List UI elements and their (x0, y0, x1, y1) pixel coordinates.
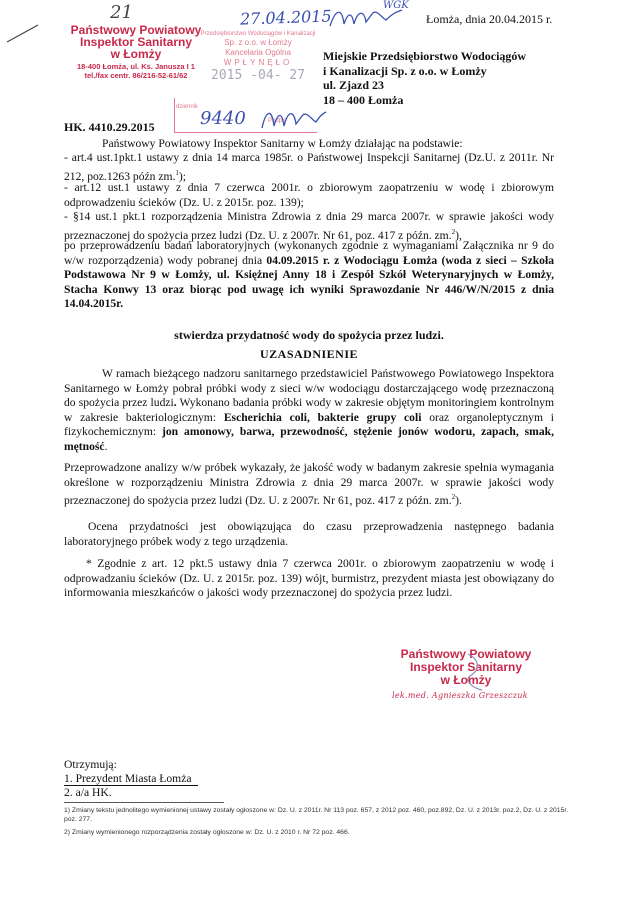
legal-basis-1-text: - art.4 ust.1pkt.1 ustawy z dnia 14 marca 1985r. o Państwowej Inspekcji Sanitarnej (Dz.U. z 2011r. Nr 212, poz.1263 późn zm. (64, 151, 554, 183)
signature-stamp-line2: Inspektor Sanitarny (409, 660, 523, 674)
corner-scribble (4, 22, 44, 51)
justification-4-text: * Zgodnie z art. 12 pkt.5 ustawy dnia 7 czerwca 2001r. o zbiorowym zaopatrzeniu w wodę i odprowadzaniu ścieków (Dz. U. z 2015r. poz. 139) wójt, burmistrz, prezydent miasta jest obowiązany do informowania mieszkańców o jakości wody przeznaczonej do spożycia przez ludzi. (64, 557, 554, 600)
justification-1-bacteria: Escherichia coli, bakterie grupy coli (223, 410, 422, 424)
recipient-line2: i Kanalizacji Sp. z o.o. w Łomży (323, 63, 487, 78)
legal-basis-2-text: - art.12 ust.1 ustawy z dnia 7 czerwca 2001r. o zbiorowym zaopatrzeniu w wodę i zbiorowym odprowadzeniu ścieków (Dz. U. z 2015r. poz. 139); (64, 181, 554, 209)
footnote-ref-1: 1 (175, 168, 179, 177)
justification-1-text-b: Wykonano badania próbki wody w zakresie objętym monitoringiem kontrolnym w zakresie bakteriologicznym: (64, 396, 554, 424)
recipient-line1: Miejskie Przedsiębiorstwo Wodociągów (323, 49, 527, 63)
recipient-item-2: 2. a/a HK. (64, 786, 112, 799)
justification-heading: UZASADNIENIE (259, 347, 359, 361)
justification-1-text-d: oraz organoleptycznym i fizykochemicznym: (64, 410, 554, 439)
justification-paragraph-2 (64, 461, 554, 509)
received-stamp-line6: Podpis (268, 118, 287, 124)
received-stamp-line2: Sp. z o.o. w Łomży (224, 38, 292, 47)
justification-2-text: Przeprowadzone analizy w/w próbek wykazały, że jakość wody w badanym zakresie spełnia wymagania określone w rozporządzeniu Ministra Zdrowia z dnia 29 marca 2007r. w sprawie jakości wody przeznaczonej do spożycia przez ludzi (Dz. U. z 2007r. Nr 61, poz. 417 z późn. zm. (64, 461, 554, 508)
received-stamp-line5: dziennik (176, 104, 199, 110)
received-stamp-line1: Przedsiębiorstwo Wodociągów i Kanalizacji (200, 31, 316, 37)
legal-basis-2 (64, 181, 554, 210)
intro-paragraph (64, 137, 554, 152)
footnote-2: 2) Zmiany wymienionego rozporządzenia zostały ogłoszone w: Dz. U. z 2010 r. Nr 72 poz. 466. (64, 829, 350, 836)
justification-paragraph-3 (64, 520, 554, 549)
received-stamp-line3: Kancelaria Ogólna (225, 48, 291, 57)
sender-stamp-line2: Inspektor Sanitarny (79, 35, 193, 49)
sender-stamp-line5: tel./fax centr. 86/216-52-61/62 (84, 71, 188, 80)
signatory-name: lek.med. Agnieszka Grzeszczuk (392, 691, 528, 700)
justification-2-end: ). (455, 494, 462, 508)
justification-paragraph-1 (64, 367, 554, 455)
intro-text: Państwowy Powiatowy Inspektor Sanitarny w Łomży działając na podstawie: (102, 137, 463, 150)
received-stamp-date: 2015 -04- 27 (211, 68, 305, 83)
justification-1-text-a: W ramach bieżącego nadzoru sanitarnego przedstawiciel Państwowego Powiatowego Inspektora Sanitarnego w Łomży pobrał próbki wody z sieci w/w wodociągu dostarczającego wodę przeznaczoną do spożycia przez ludzi (64, 367, 554, 410)
handwritten-wgk: WGK (383, 0, 409, 11)
footnote-ref-2: 2 (451, 227, 456, 236)
sender-stamp-line4: 18-400 Łomża, ul. Ks. Janusza I 1 (77, 62, 195, 71)
recipients-label: Otrzymują: (64, 758, 117, 771)
handwritten-signature-mid (258, 104, 328, 139)
place-date: Łomża, dnia 20.04.2015 r. (426, 12, 553, 26)
legal-basis-3-text: - §14 ust.1 pkt.1 rozporządzenia Ministra Zdrowia z dnia 29 marca 2007r. w sprawie jakości wody przeznaczonej do spożycia przez ludzi (Dz. U. z 2007r. Nr 61, poz. 417 z późn. zm. (64, 210, 554, 242)
reference-number: HK. 4410.29.2015 (64, 120, 155, 134)
justification-1-dot: . (173, 396, 177, 410)
lab-bold-text: 04.09.2015 r. z Wodociągu Łomża (woda z sieci – Szkoła Podstawowa Nr 9 w Łomży, ul. Księżnej Anny 18 i Zespół Szkół Weterynaryjnych w Łomży, Stacha Konwy 13 oraz biorąc pod uwagę ich wyniki Sprawozdanie Nr 446/W/N/2015 z dnia 14.04.2015r. (64, 253, 554, 311)
lab-paragraph (64, 239, 554, 312)
legal-basis-3-end: ), (455, 228, 462, 242)
justification-1-end: . (104, 439, 108, 453)
justification-paragraph-4 (64, 557, 554, 601)
decision-statement: stwierdza przydatność wody do spożycia przez ludzi. (174, 328, 444, 342)
handwritten-corner-number: 21 (110, 2, 133, 23)
handwritten-date: 27.04.2015 (239, 6, 332, 29)
handwritten-reg-number: 9440 (200, 108, 246, 129)
sender-stamp (56, 24, 216, 80)
received-stamp-line4: WPŁYNĘŁO (223, 58, 293, 67)
signature-stamp-line3: w Łomży (440, 673, 492, 687)
lab-text: po przeprowadzeniu badań laboratoryjnych (wykonanych zgodnie z wymaganiami Załącznika nr 9 do w/w rozporządzenia) wody pobranej dnia (64, 239, 554, 267)
recipient-line4: 18 – 400 Łomża (323, 92, 404, 107)
justification-3-text: Ocena przydatności jest obowiązująca do czasu przeprowadzenia następnego badania laboratoryjnego próbek wody z tego urządzenia. (64, 520, 554, 548)
footnote-separator (64, 802, 224, 803)
legal-basis-1 (64, 151, 554, 184)
sender-stamp-line1: Państwowy Powiatowy (70, 23, 202, 37)
received-stamp (196, 30, 320, 84)
legal-basis-1-end: ); (178, 169, 187, 183)
recipient-item-1: 1. Prezydent Miasta Łomża (64, 772, 198, 786)
justification-1-parameters: jon amonowy, barwa, przewodność, stężenie jonów wodoru, zapach, smak, mętność (64, 425, 554, 453)
recipient-line3: ul. Zjazd 23 (323, 78, 385, 93)
footnote-ref-3: 2 (451, 493, 456, 502)
footnote-1: 1) Zmiany tekstu jednolitego wymienionej ustawy zostały ogłoszone w: Dz. U. z 2011r. Nr 113 poz. 657, z 2012 poz. 460, poz.892, Dz. U. z 2013r. poz.2, Dz. U. z 2015r. poz. 277. (64, 807, 569, 823)
sender-stamp-line3: w Łomży (110, 47, 162, 61)
signature-stamp-line1: Państwowy Powiatowy (400, 647, 532, 661)
recipient-address (323, 49, 526, 107)
